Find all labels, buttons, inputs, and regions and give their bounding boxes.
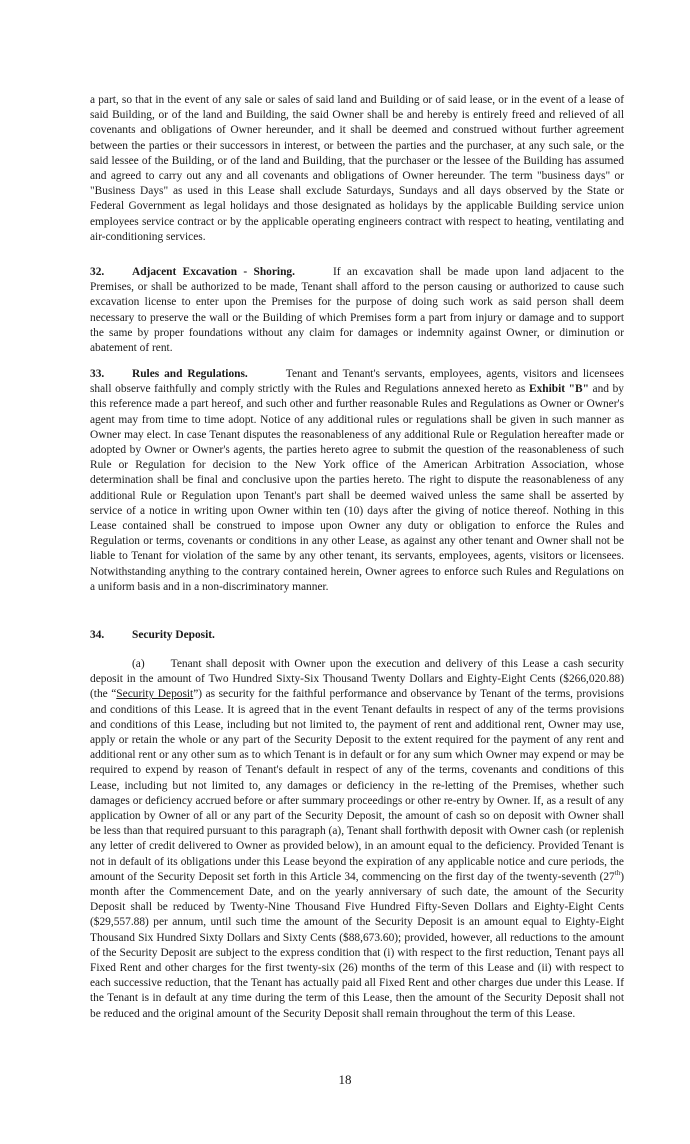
section-body: If an excavation shall be made upon land adjacent to the Premises, or shall be authorized to be made, Tenant shall afford to the person causing or authorized to cause such excavation license to enter upon the Premises for the purpose of doing such work as said person shall deem necessary to preserve the wall or the Building of which Premises form a part from injury or damage and to support the same by proper foundations without any claim for damages or indemnity against Owner, or diminution or abatement of rent. — [90, 266, 624, 355]
section-34-paragraph-a — [90, 657, 624, 1022]
section-number: 32. — [90, 266, 105, 278]
section-title: Adjacent Excavation - Shoring. — [132, 266, 295, 278]
section-number: 33. — [90, 368, 105, 380]
exhibit-reference: Exhibit "B" — [528, 383, 589, 396]
page-number: 18 — [338, 1072, 352, 1087]
section-number: 34. — [90, 629, 105, 641]
section-33 — [90, 367, 624, 595]
section-32 — [90, 265, 624, 356]
ordinal-superscript: th — [614, 869, 621, 878]
paragraph-text: a part, so that in the event of any sale or sales of said land and Building or of said lease, or in the event of a lease of said Building, or of the land and Building, the said Owner shall be and hereby is entirely freed and relieved of all covenants and obligations of Owner hereunder, and it shall be deemed and construed without further agreement between the parties or their successors in interest, or between the parties and the purchaser, at any such sale, or the said lessee of the Building, or of the land and Building, that the purchaser or the lessee of the Building has assumed and agreed to carry out any and all covenants and obligations of Owner hereunder. The term "business days" or "Business Days" as used in this Lease shall exclude Saturdays, Sundays and all days observed by the State or Federal Government as legal holidays and those designated as holidays by the applicable Building service union employees service contract or by the applicable operating engineers contract with respect to heating, ventilating and air-conditioning services. — [90, 94, 624, 243]
section-body-continued: and by this reference made a part hereof, and such other and further reasonable Rules and Regulations as Owner or Owner's agent may from time to time adopt. Notice of any additional rules or regulations shall be given in such manner as Owner may elect. In case Tenant disputes the reasonableness of any additional Rule or Regulation hereafter made or adopted by Owner or Owner's agents, the parties hereto agree to submit the question of the reasonableness of such Rule or Regulation for decision to the New York office of the American Arbitration Association, whose determination shall be final and conclusive upon the parties hereto. The right to dispute the reasonableness of any additional Rule or Regulation upon Tenant's part shall be deemed waived unless the same shall be asserted by service of a notice in writing upon Owner within ten (10) days after the giving of notice thereof. Nothing in this Lease contained shall be construed to impose upon Owner any duty or obligation to enforce the Rules and Regulation or terms, covenants or conditions in any other Lease, as against any other tenant and Owner shall not be liable to Tenant for violation of the same by any other tenant, its servants, employees, agents, visitors or licensees. Notwithstanding anything to the contrary contained herein, Owner agrees to enforce such Rules and Regulations on a uniform basis and in a non-discriminatory manner. — [90, 383, 624, 593]
section-title: Security Deposit. — [132, 629, 215, 641]
paragraph-text-continued: ”) as security for the faithful performance and observance by Tenant of the terms, provisions and conditions of this Lease. It is agreed that in the event Tenant defaults in respect of any of the terms provisions and conditions of this Lease, including but not limited to, the payment of rent and additional rent, Owner may use, apply or retain the whole or any part of the Security Deposit to the extent required for the payment of any rent and additional rent or any other sum as to which Tenant is in default or for any sum which Owner may expend or may be required to expend by reason of Tenant's default in respect of any of the terms, covenants and conditions of this Lease, including but not limited to, any damages or deficiency in the re-letting of the Premises, whether such damages or deficiency accrued before or after summary proceedings or other re-entry by Owner. If, as a result of any application by Owner of all or any part of the Security Deposit, the amount of cash so on deposit with Owner shall be less than that required pursuant to this paragraph (a), Tenant shall forthwith deposit with Owner cash (or replenish any letter of credit delivered to Owner as provided below), in an amount equal to the deficiency. Provided Tenant is not in default of its obligations under this Lease beyond the expiration of any applicable notice and cure periods, the amount of the Security Deposit set forth in this Article 34, commencing on the first day of the twenty-seventh (27 — [90, 688, 624, 883]
subparagraph-label: (a) — [132, 658, 145, 670]
section-body: Tenant and Tenant's servants, employees, agents, visitors and licensees shall observe faithfully and comply strictly with the Rules and Regulations annexed hereto as — [90, 368, 624, 396]
paragraph-text: Tenant shall deposit with Owner upon the execution and delivery of this Lease a cash security deposit in the amount of Two Hundred Sixty-Six Thousand Twenty Dollars and Eighty-Eight Cents ($266,020.88) (the “ — [90, 658, 624, 701]
defined-term: Security Deposit — [116, 688, 194, 701]
section-34-heading — [90, 628, 624, 643]
paragraph-31-continuation — [90, 93, 624, 245]
section-title: Rules and Regulations. — [132, 368, 248, 380]
paragraph-text-end: ) month after the Commencement Date, and on the yearly anniversary of such date, the amount of the Security Deposit shall be reduced by Twenty-Nine Thousand Five Hundred Fifty-Seven Dollars and Eighty-Eight Cents ($29,557.88) per annum, until such time the amount of the Security Deposit is an amount equal to Eighty-Eight Thousand Six Hundred Sixty Dollars and Sixty Cents ($88,673.60); provided, however, all reductions to the amount of the Security Deposit are subject to the express condition that (i) with respect to the first reduction, Tenant pays all Fixed Rent and other charges for the first twenty-six (26) months of the term of this Lease and (ii) with respect to each successive reduction, that the Tenant has actually paid all Fixed Rent and other charges due under this Lease. If the Tenant is in default at any time during the term of this Lease, then the amount of the Security Deposit shall not be reduced and the original amount of the Security Deposit shall remain throughout the term of this Lease. — [90, 870, 624, 1020]
